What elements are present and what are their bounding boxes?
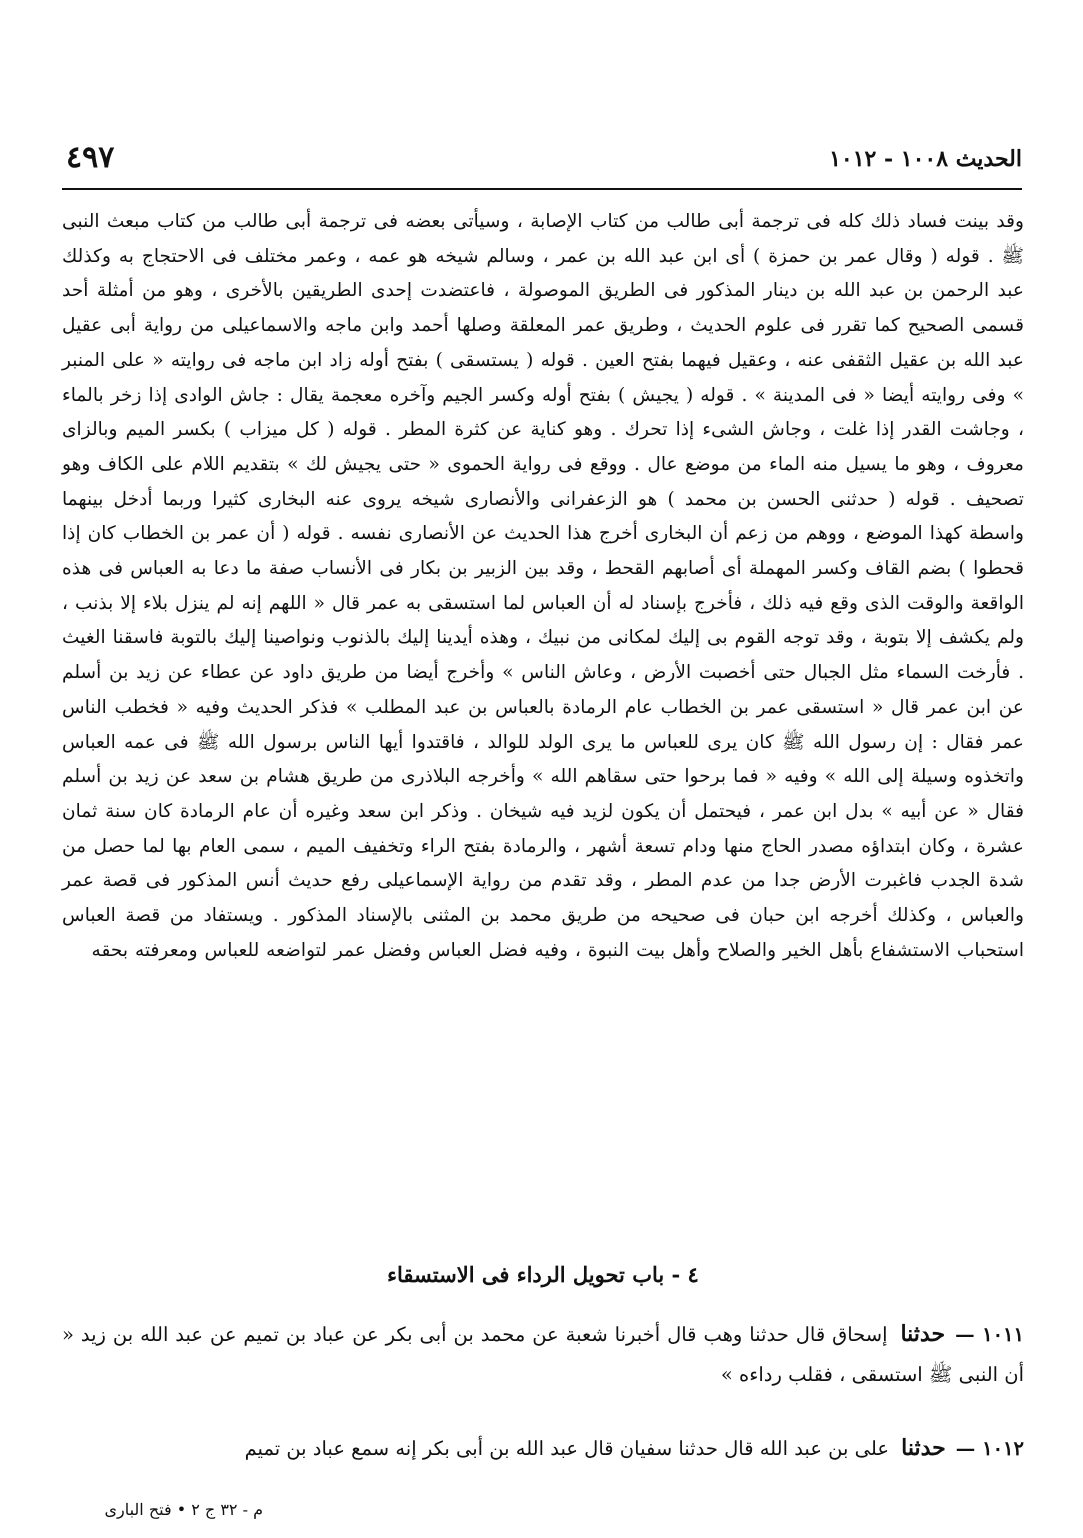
hadith-lead-word: حدثنا bbox=[900, 1321, 946, 1347]
hadith-1011 bbox=[62, 1314, 1024, 1395]
hadith-number: ١٠١٢ — bbox=[955, 1437, 1024, 1460]
hadith-text: على بن عبد الله قال حدثنا سفيان قال عبد الله بن أبى بكر إنه سمع عباد بن تميم bbox=[244, 1437, 889, 1460]
page-header bbox=[62, 140, 1022, 190]
running-title: الحديث ١٠٠٨ - ١٠١٢ bbox=[829, 146, 1022, 172]
hadith-number: ١٠١١ — bbox=[955, 1323, 1024, 1346]
chapter-heading: ٤ - باب تحويل الرداء فى الاستسقاء bbox=[387, 1262, 699, 1287]
page-footer: م - ٣٢ ج ٢ • فتح البارى bbox=[104, 1500, 263, 1519]
hadith-1012 bbox=[62, 1428, 1024, 1469]
commentary-text: وقد بينت فساد ذلك كله فى ترجمة أبى طالب من كتاب الإصابة ، وسيأتى بعضه فى ترجمة أبى طالب من كتاب مبعث النبى ﷺ . قوله ( وقال عمر بن حمزة ) أى ابن عبد الله بن عمر ، وسالم شيخه هو عمه ، وعمر مختلف فى الاحتجاج به وكذلك عبد الرحمن بن عبد الله بن دينار المذكور فى الطريق الموصولة ، فاعتضدت إحدى الطريقين بالأخرى ، وهو من أمثلة أحد قسمى الصحيح كما تقرر فى علوم الحديث ، وطريق عمر المعلقة وصلها أحمد وابن ماجه والاسماعيلى من رواية أبى عقيل عبد الله بن عقيل الثقفى عنه ، وعقيل فيهما بفتح العين . قوله ( يستسقى ) بفتح أوله زاد ابن ماجه فى روايته « على المنبر » وفى روايته أيضا « فى المدينة » . قوله ( يجيش ) بفتح أوله وكسر الجيم وآخره معجمة يقال : جاش الوادى إذا زخر بالماء ، وجاشت القدر إذا غلت ، وجاش الشىء إذا تحرك . وهو كناية عن كثرة المطر . قوله ( كل ميزاب ) بكسر الميم وبالزاى معروف ، وهو ما يسيل منه الماء من موضع عال . ووقع فى رواية الحموى « حتى يجيش لك » بتقديم اللام على الكاف وهو تصحيف . قوله ( حدثنى الحسن بن محمد ) هو الزعفرانى والأنصارى شيخه يروى عنه البخارى كثيرا وربما أدخل بينهما واسطة كهذا الموضع ، ووهم من زعم أن البخارى أخرج هذا الحديث عن الأنصارى نفسه . قوله ( أن عمر بن الخطاب كان إذا قحطوا ) بضم القاف وكسر المهملة أى أصابهم القحط ، وقد بين الزبير بن بكار فى الأنساب صفة ما دعا به العباس فى هذه الواقعة والوقت الذى وقع فيه ذلك ، فأخرج بإسناد له أن العباس لما استسقى به عمر قال « اللهم إنه لم ينزل بلاء إلا بذنب ، ولم يكشف إلا بتوبة ، وقد توجه القوم بى إليك لمكانى من نبيك ، وهذه أيدينا إليك بالذنوب ونواصينا إليك بالتوبة فاسقنا الغيث . فأرخت السماء مثل الجبال حتى أخصبت الأرض ، وعاش الناس » وأخرج أيضا من طريق داود عن عطاء عن زيد بن أسلم عن ابن عمر قال « استسقى عمر بن الخطاب عام الرمادة بالعباس بن عبد المطلب » فذكر الحديث وفيه « فخطب الناس عمر فقال : إن رسول الله ﷺ كان يرى للعباس ما يرى الولد للوالد ، فاقتدوا أيها الناس برسول الله ﷺ فى عمه العباس واتخذوه وسيلة إلى الله » وفيه « فما برحوا حتى سقاهم الله » وأخرجه البلاذرى من طريق هشام بن سعد عن زيد بن أسلم فقال « عن أبيه » بدل ابن عمر ، فيحتمل أن يكون لزيد فيه شيخان . وذكر ابن سعد وغيره أن عام الرمادة كان سنة ثمان عشرة ، وكان ابتداؤه مصدر الحاج منها ودام تسعة أشهر ، والرمادة بفتح الراء وتخفيف الميم ، سمى العام بها لما حصل من شدة الجدب فاغبرت الأرض جدا من عدم المطر ، وقد تقدم من رواية الإسماعيلى رفع حديث أنس المذكور فى قصة عمر والعباس ، وكذلك أخرجه ابن حبان فى صحيحه من طريق محمد بن المثنى بالإسناد المذكور . ويستفاد من قصة العباس استحباب الاستشفاع بأهل الخير والصلاح وأهل بيت النبوة ، وفيه فضل العباس وفضل عمر لتواضعه للعباس ومعرفته بحقه bbox=[62, 211, 1024, 961]
page-number: ٤٩٧ bbox=[66, 140, 115, 175]
hadith-text: إسحاق قال حدثنا وهب قال أخبرنا شعبة عن محمد بن أبى بكر عن عباد بن تميم عن عبد الله بن زيد « أن النبى ﷺ استسقى ، فقلب رداءه » bbox=[62, 1323, 1024, 1386]
commentary-block bbox=[62, 205, 1024, 968]
hadith-lead-word: حدثنا bbox=[901, 1435, 946, 1461]
